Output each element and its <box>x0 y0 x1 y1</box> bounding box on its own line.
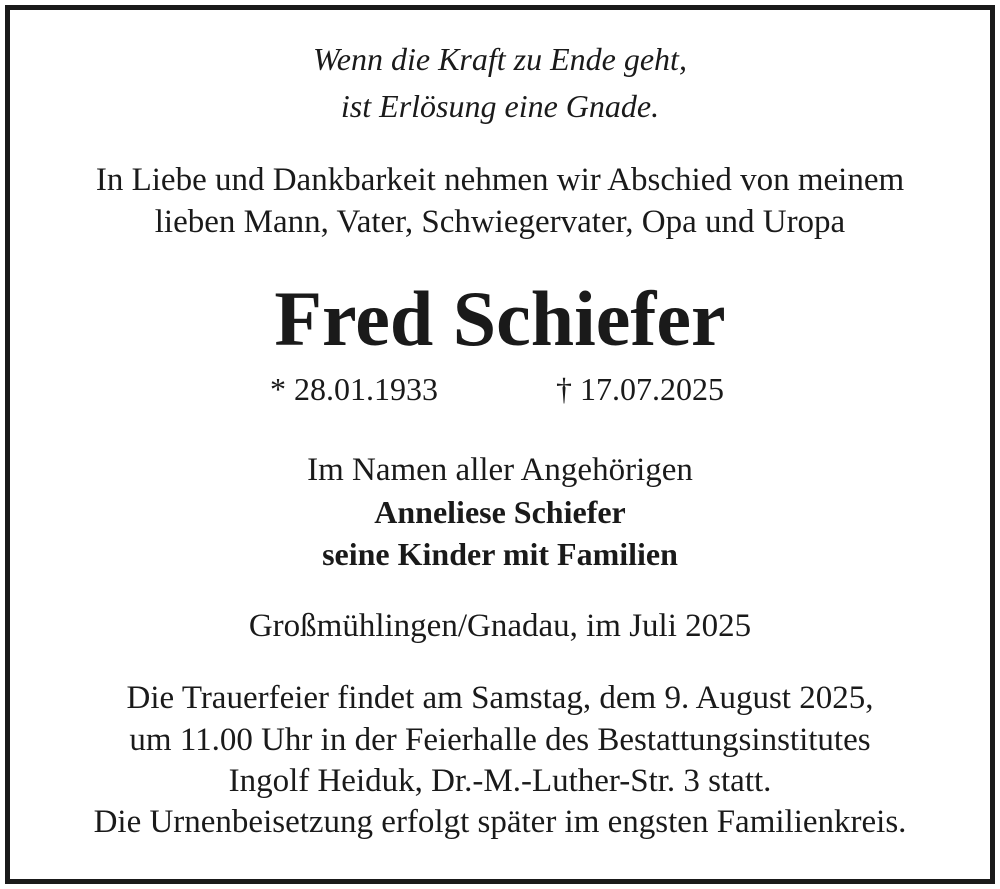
mourner-name-2: seine Kinder mit Familien <box>322 536 678 572</box>
verse-line-2: ist Erlösung eine Gnade. <box>340 88 660 124</box>
life-dates <box>10 373 990 407</box>
mourner-name-1: Anneliese Schiefer <box>374 494 626 530</box>
intro-line-2: lieben Mann, Vater, Schwiegervater, Opa und Uropa <box>154 204 846 240</box>
funeral-line-2: um 11.00 Uhr in der Feierhalle des Bestattungsinstitutes <box>129 722 871 758</box>
funeral-line-1: Die Trauerfeier findet am Samstag, dem 9. August 2025, <box>126 680 874 716</box>
place-date: Großmühlingen/Gnadau, im Juli 2025 <box>248 608 752 644</box>
obituary-frame <box>5 5 995 884</box>
intro-line-1: In Liebe und Dankbarkeit nehmen wir Abschied von meinem <box>95 162 905 198</box>
death-date: † 17.07.2025 <box>556 371 724 407</box>
deceased-name: Fred Schiefer <box>274 275 726 362</box>
verse-line-1: Wenn die Kraft zu Ende geht, <box>313 41 687 77</box>
birth-date: * 28.01.1933 <box>270 371 438 407</box>
funeral-line-4: Die Urnenbeisetzung erfolgt später im engsten Familienkreis. <box>93 804 907 840</box>
mourners-intro: Im Namen aller Angehörigen <box>307 452 693 488</box>
funeral-line-3: Ingolf Heiduk, Dr.-M.-Luther-Str. 3 statt. <box>228 763 772 799</box>
